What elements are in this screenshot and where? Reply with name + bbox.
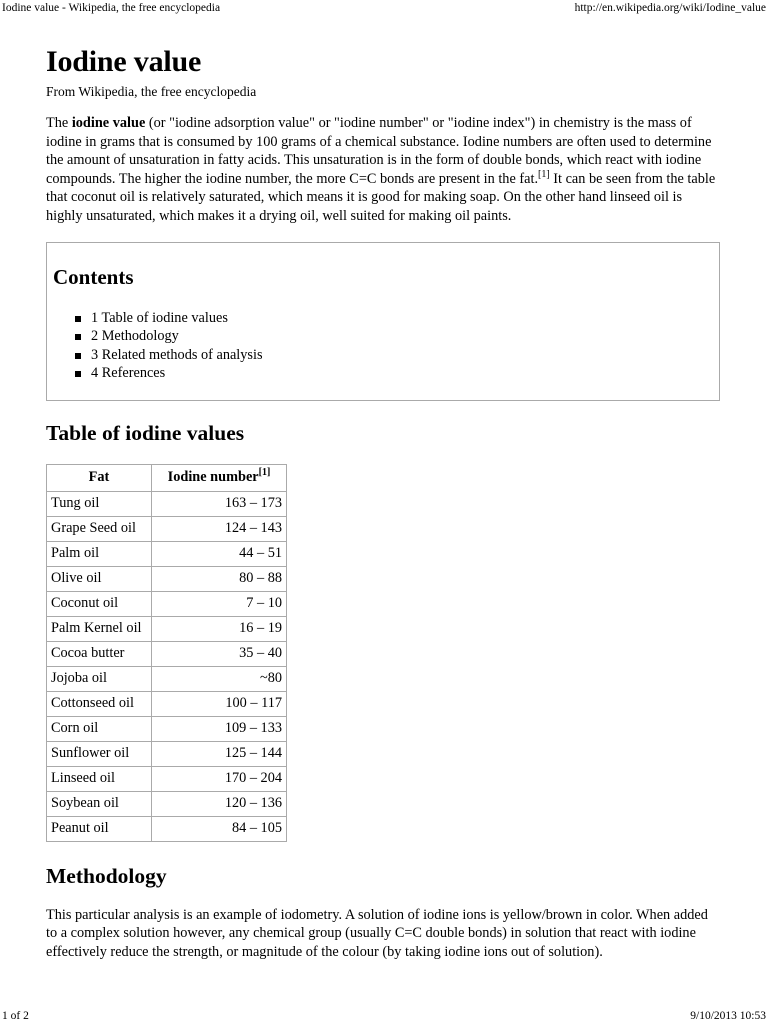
article-content xyxy=(46,40,722,961)
table-row xyxy=(47,741,287,766)
print-page-url: http://en.wikipedia.org/wiki/Iodine_value xyxy=(574,2,766,14)
intro-text-part1: (or "iodine adsorption value" or "iodine number" or "iodine index") in chemistry is the mass of iodine in grams that is consumed by 100 grams of a chemical substance. Iodine numbers are often used to determine the amount of unsaturation in fatty acids. This unsaturation is in the form of double bonds, which react with iodine compounds. The higher the iodine number, the more C=C bonds are present in the fat. xyxy=(46,115,712,187)
table-row xyxy=(47,566,287,591)
iodine-number-cell: 35 – 40 xyxy=(152,641,287,666)
toc-item-methodology[interactable]: 2 Methodology xyxy=(75,327,263,346)
iodine-number-cell: 163 – 173 xyxy=(152,491,287,516)
table-header-row xyxy=(47,464,287,491)
fat-cell: Corn oil xyxy=(47,716,152,741)
toc-item-related-methods[interactable]: 3 Related methods of analysis xyxy=(75,346,263,365)
iodine-number-cell: 16 – 19 xyxy=(152,616,287,641)
reference-link-table[interactable]: [1] xyxy=(258,467,271,479)
fat-cell: Coconut oil xyxy=(47,591,152,616)
iodine-number-cell: ~80 xyxy=(152,666,287,691)
table-row xyxy=(47,591,287,616)
table-row xyxy=(47,641,287,666)
fat-cell: Grape Seed oil xyxy=(47,516,152,541)
intro-paragraph xyxy=(46,114,722,226)
fat-cell: Cottonseed oil xyxy=(47,691,152,716)
fat-cell: Jojoba oil xyxy=(47,666,152,691)
fat-cell: Cocoa butter xyxy=(47,641,152,666)
fat-cell: Olive oil xyxy=(47,566,152,591)
table-row xyxy=(47,616,287,641)
table-row xyxy=(47,791,287,816)
iodine-number-cell: 80 – 88 xyxy=(152,566,287,591)
iodine-values-table xyxy=(46,464,287,842)
fat-cell: Linseed oil xyxy=(47,766,152,791)
methodology-paragraph: This particular analysis is an example of iodometry. A solution of iodine ions is yellow/brown in color. When added to a complex solution however, any chemical group (usually C=C double bonds) in solution that react with iodine effectively reduce the strength, or magnitude of the colour (by taking iodine ions out of solution). xyxy=(46,906,708,960)
column-header-iodine xyxy=(152,464,287,491)
iodine-number-cell: 120 – 136 xyxy=(152,791,287,816)
print-page-title: Iodine value - Wikipedia, the free encyclopedia xyxy=(2,2,221,14)
fat-cell: Soybean oil xyxy=(47,791,152,816)
section-heading-methodology: Methodology xyxy=(46,863,167,888)
toc-title: Contents xyxy=(53,264,134,289)
print-footer xyxy=(0,1008,768,1024)
intro-text-part2: It can be seen from the table that coconut oil is relatively saturated, which means it is good for making soap. On the other hand linseed oil is highly unsaturated, which makes it a drying oil, well suited for making oil paints. xyxy=(46,170,716,224)
iodine-number-cell: 84 – 105 xyxy=(152,816,287,841)
fat-cell: Palm oil xyxy=(47,541,152,566)
table-row xyxy=(47,766,287,791)
table-row xyxy=(47,491,287,516)
print-header xyxy=(0,0,768,16)
intro-bold-term: iodine value xyxy=(71,115,146,131)
iodine-number-cell: 100 – 117 xyxy=(152,691,287,716)
column-header-fat: Fat xyxy=(47,464,152,491)
site-sub: From Wikipedia, the free encyclopedia xyxy=(46,84,257,99)
toc-list xyxy=(75,309,263,383)
section-heading-table: Table of iodine values xyxy=(46,420,245,445)
fat-cell: Palm Kernel oil xyxy=(47,616,152,641)
fat-cell: Sunflower oil xyxy=(47,741,152,766)
iodine-number-cell: 44 – 51 xyxy=(152,541,287,566)
fat-cell: Tung oil xyxy=(47,491,152,516)
column-header-iodine-label: Iodine number xyxy=(167,469,259,486)
fat-cell: Peanut oil xyxy=(47,816,152,841)
table-row xyxy=(47,691,287,716)
print-datetime: 9/10/2013 10:53 xyxy=(690,1010,766,1022)
iodine-number-cell: 109 – 133 xyxy=(152,716,287,741)
table-row xyxy=(47,516,287,541)
iodine-number-cell: 170 – 204 xyxy=(152,766,287,791)
table-row xyxy=(47,666,287,691)
iodine-number-cell: 125 – 144 xyxy=(152,741,287,766)
toc-item-references[interactable]: 4 References xyxy=(75,364,263,383)
table-row xyxy=(47,716,287,741)
page-title: Iodine value xyxy=(46,45,202,78)
iodine-number-cell: 7 – 10 xyxy=(152,591,287,616)
iodine-number-cell: 124 – 143 xyxy=(152,516,287,541)
intro-the: The xyxy=(46,115,72,131)
toc-item-table[interactable]: 1 Table of iodine values xyxy=(75,309,263,328)
reference-link-1[interactable]: [1] xyxy=(538,168,550,180)
table-row xyxy=(47,541,287,566)
print-page-number: 1 of 2 xyxy=(2,1010,29,1022)
table-of-contents xyxy=(46,242,720,401)
table-row xyxy=(47,816,287,841)
